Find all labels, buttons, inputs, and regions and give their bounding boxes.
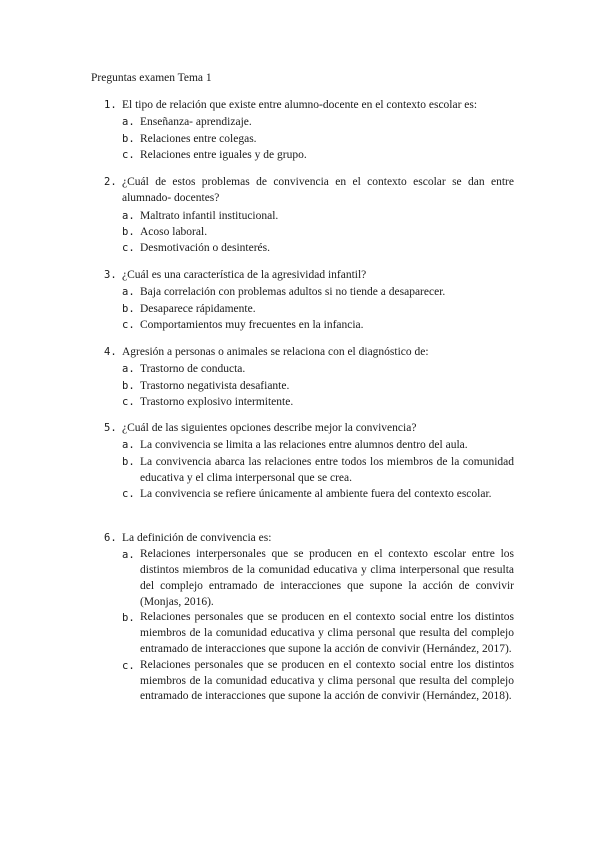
question-number: 3. <box>104 269 117 281</box>
option-a <box>122 361 514 377</box>
question-number: 6. <box>104 532 117 544</box>
option-letter: c. <box>122 242 135 255</box>
question-text: La definición de convivencia es: <box>122 532 272 544</box>
option-b <box>122 610 514 657</box>
question-number: 1. <box>104 99 117 111</box>
option-letter: b. <box>122 225 135 238</box>
question-text: ¿Cuál de las siguientes opciones describe mejor la convivencia? <box>122 422 417 434</box>
option-text: Relaciones entre iguales y de grupo. <box>140 148 307 161</box>
option-b <box>122 301 514 317</box>
option-letter: b. <box>122 132 135 145</box>
question-2 <box>104 174 514 256</box>
question-5 <box>104 420 514 502</box>
question-3 <box>104 267 514 333</box>
option-text: Comportamientos muy frecuentes en la infancia. <box>140 318 364 331</box>
question-text: ¿Cuál de estos problemas de convivencia en el contexto escolar se dan entre alumnado- docentes? <box>122 176 514 205</box>
page-title: Preguntas examen Tema 1 <box>91 72 212 84</box>
option-letter: c. <box>122 488 135 501</box>
option-c <box>122 147 514 163</box>
option-text: Trastorno negativista desafiante. <box>140 379 290 392</box>
question-4 <box>104 344 514 410</box>
option-text: Trastorno explosivo intermitente. <box>140 395 294 408</box>
option-letter: a. <box>122 116 135 129</box>
option-c <box>122 317 514 333</box>
option-text: Desaparece rápidamente. <box>140 302 256 315</box>
option-text: Baja correlación con problemas adultos si no tiende a desaparecer. <box>140 286 446 299</box>
option-b <box>122 224 514 240</box>
option-text: Relaciones interpersonales que se producen en el contexto escolar entre los distintos miembros de la comunidad educativa y clima interpersonal que resulta del complejo entramado de interacciones que supone la acción de convivir (Monjas, 2016). <box>140 548 514 608</box>
option-text: Relaciones entre colegas. <box>140 132 257 145</box>
question-1 <box>104 97 514 163</box>
option-b <box>122 378 514 394</box>
option-c <box>122 394 514 410</box>
question-text: El tipo de relación que existe entre alumno-docente en el contexto escolar es: <box>122 99 478 111</box>
option-letter: b. <box>122 455 135 468</box>
question-number: 2. <box>104 176 117 188</box>
option-letter: a. <box>122 286 135 299</box>
option-text: Enseñanza- aprendizaje. <box>140 116 252 129</box>
option-letter: b. <box>122 612 135 625</box>
option-letter: a. <box>122 209 135 222</box>
option-a <box>122 547 514 610</box>
option-a <box>122 284 514 300</box>
option-a <box>122 437 514 453</box>
option-letter: b. <box>122 302 135 315</box>
option-letter: a. <box>122 363 135 376</box>
question-number: 5. <box>104 422 117 434</box>
option-text: La convivencia se refiere únicamente al ambiente fuera del contexto escolar. <box>140 488 492 501</box>
option-b <box>122 454 514 487</box>
option-text: La convivencia abarca las relaciones entre todos los miembros de la comunidad educativa y el clima interpersonal que se crea. <box>140 455 514 484</box>
option-text: Maltrato infantil institucional. <box>140 209 279 222</box>
option-text: Relaciones personales que se producen en el contexto social entre los distintos miembros de la comunidad educativa y clima personal que resulta del complejo entramado de interacciones que supone la acción de convivir (Hernández, 2017). <box>140 611 514 656</box>
option-c <box>122 486 514 502</box>
option-letter: c. <box>122 148 135 161</box>
option-a <box>122 208 514 224</box>
option-letter: c. <box>122 659 135 672</box>
option-letter: a. <box>122 439 135 452</box>
option-text: Trastorno de conducta. <box>140 363 246 376</box>
option-c <box>122 658 514 705</box>
option-b <box>122 131 514 147</box>
option-letter: c. <box>122 318 135 331</box>
option-letter: b. <box>122 379 135 392</box>
option-text: Relaciones personales que se producen en el contexto social entre los distintos miembros de la comunidad educativa y clima personal que resulta del complejo entramado de interacciones que supone la acción de convivir (Hernández, 2018). <box>140 658 514 703</box>
question-number: 4. <box>104 346 117 358</box>
question-6 <box>104 530 514 705</box>
option-text: Acoso laboral. <box>140 225 208 238</box>
option-letter: a. <box>122 549 135 562</box>
question-text: Agresión a personas o animales se relaciona con el diagnóstico de: <box>122 346 429 358</box>
option-a <box>122 114 514 130</box>
option-text: Desmotivación o desinterés. <box>140 242 270 255</box>
option-c <box>122 240 514 256</box>
question-text: ¿Cuál es una característica de la agresividad infantil? <box>122 269 367 281</box>
option-letter: c. <box>122 395 135 408</box>
option-text: La convivencia se limita a las relaciones entre alumnos dentro del aula. <box>140 439 468 452</box>
